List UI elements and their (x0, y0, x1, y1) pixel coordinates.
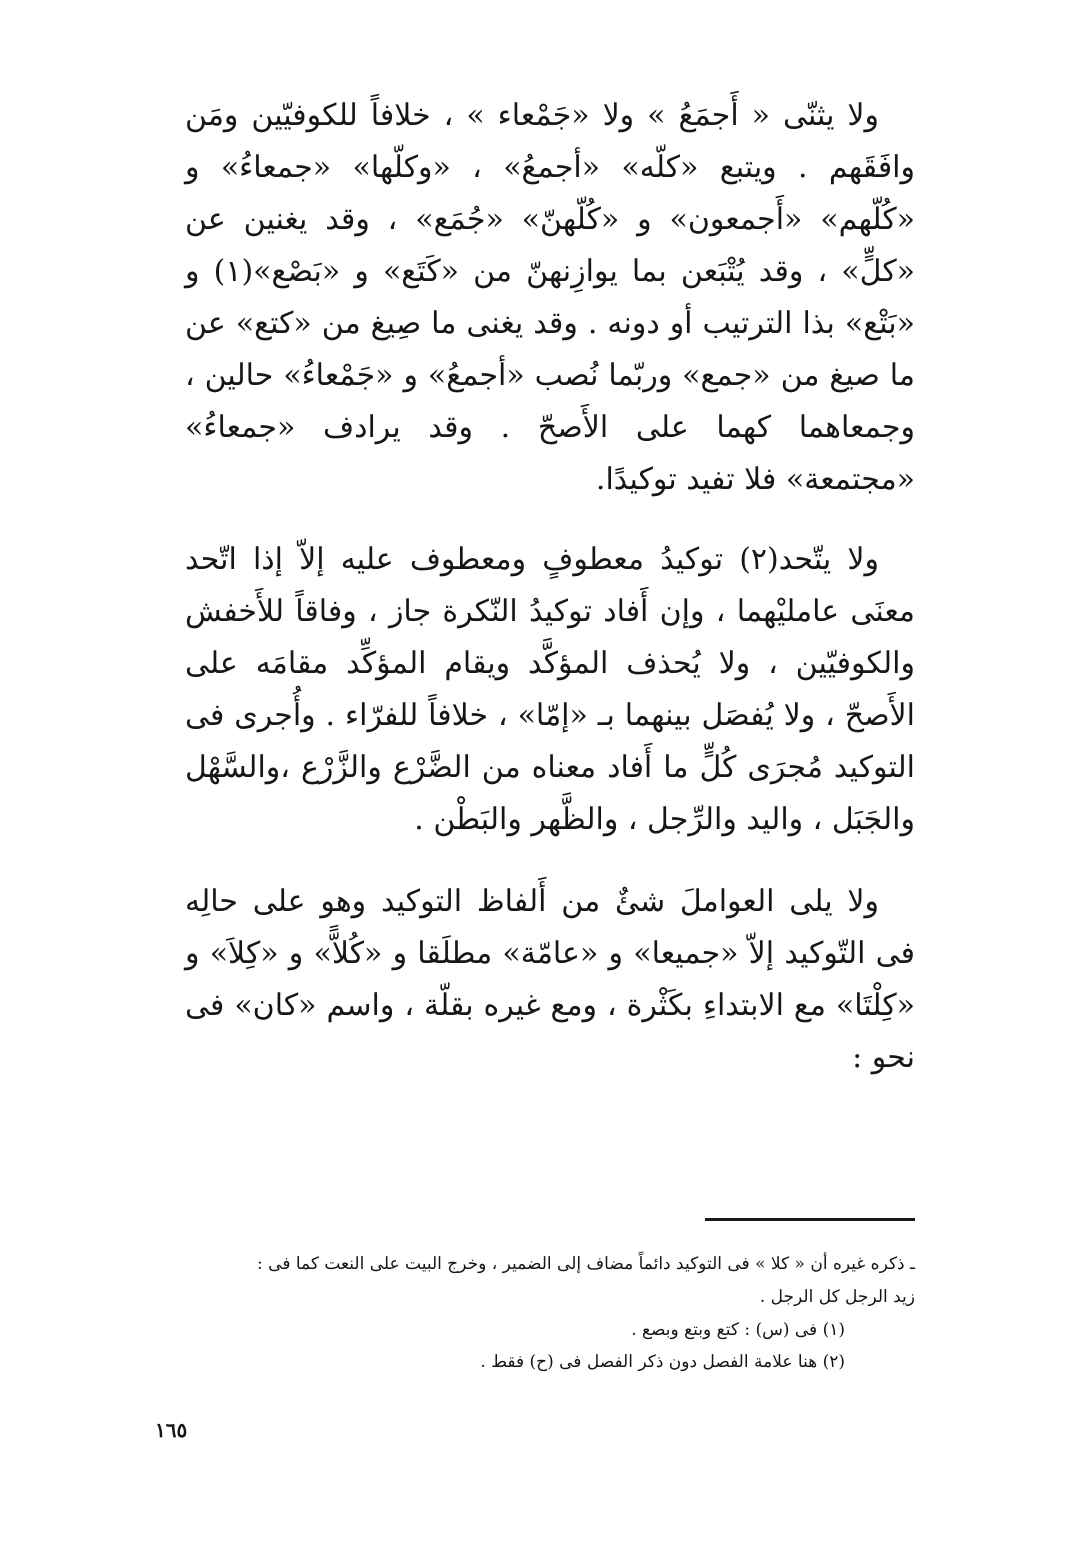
page-number: ١٦٥ (155, 1418, 188, 1442)
footnote-separator (705, 1218, 915, 1221)
paragraph-2: ولا يتّحد(٢) توكيدُ معطوفٍ ومعطوف عليه إلاّ إذا اتّحد معنَى عامليْهما ، وإن أَفاد توكيدُ النّكرة جاز ، وفاقاً للأَخفش والكوفيّين ، ولا يُحذف المؤكَّد ويقام المؤكِّد مقامَه على الأَصحّ ، ولا يُفصَل بينهما بـ «إمّا» ، خلافاً للفرّاء . وأُجرى فى التوكيد مُجرَى كُلٍّ ما أَفاد معناه من الضَّرْع والزَّرْع ،والسَّهْل والجَبَل ، واليد والرِّجل ، والظَّهر والبَطْن . (185, 542, 915, 837)
footnote-1: (١) فى (س) : كتع وبتع وبصع . (631, 1320, 845, 1340)
footnote-continuation-line-1: ـ ذكره غيره أن « كلا » فى التوكيد دائماً مضاف إلى الضمير ، وخرج البيت على النعت كما فى : (257, 1254, 915, 1274)
main-text (185, 90, 915, 1084)
paragraph-3: ولا يلى العواملَ شئٌ من أَلفاظ التوكيد وهو على حالِه فى التّوكيد إلاّ «جميعا» و «عامّة» مطلَقا و «كُلاًّ» و «كِلاَ» و «كِلْتَا» مع الابتداءِ بكَثْرة ، ومع غيره بقلّة ، واسم «كان» فى نحو : (185, 884, 915, 1075)
footnotes (170, 1248, 915, 1378)
paragraph-1: ولا يثنّى « أَجمَعُ » ولا «جَمْعاء » ، خلافاً للكوفيّين ومَن وافَقَهم . ويتبع «كلّه» «أجمعُ» ، «وكلّها» «جمعاءُ» و «كُلّهم» «أَجمعون» و «كُلّهنّ» «جُمَع» ، وقد يغنين عن «كلٍّ» ، وقد يُتْبَعن بما يوازِنهنّ من «كَتَع» و «بَصْع»(١) و «بَتْع» بذا الترتيب أو دونه . وقد يغنى ما صِيغ من «كتع» عن ما صيغ من «جمع» وربّما نُصب «أجمعُ» و «جَمْعاءُ» حالين ، وجمعاهما كهما على الأَصحّ . وقد يرادف «جمعاءُ» «مجتمعة» فلا تفيد توكيدًا. (185, 98, 915, 497)
footnote-continuation-line-2: زيد الرجل كل الرجل . (759, 1287, 915, 1307)
footnote-2: (٢) هنا علامة الفصل دون ذكر الفصل فى (ح) فقط . (480, 1352, 845, 1372)
